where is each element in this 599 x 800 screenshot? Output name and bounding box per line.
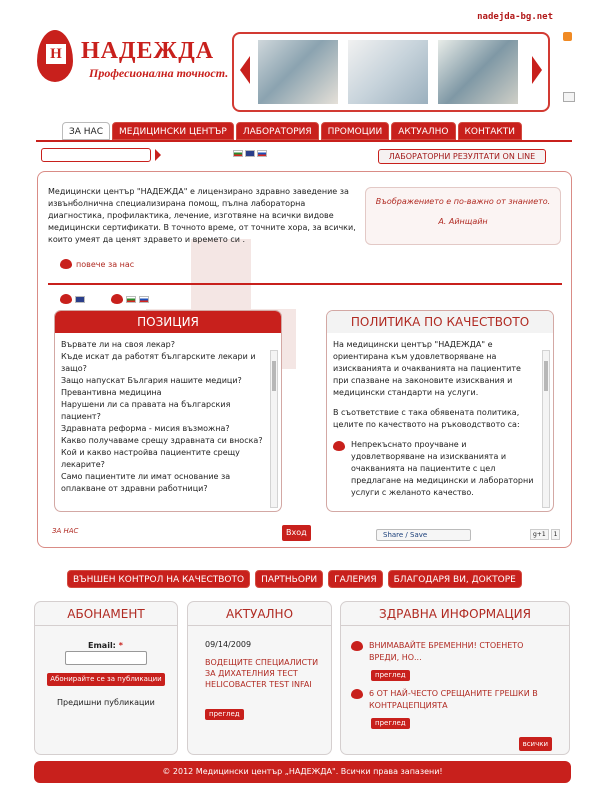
drop-icon bbox=[111, 294, 123, 304]
news-date: 09/14/2009 bbox=[205, 640, 252, 649]
position-scrollbar[interactable] bbox=[270, 350, 278, 508]
subscribe-button[interactable]: Абонирайте се за публикации bbox=[47, 673, 165, 686]
tab-medical-center[interactable]: МЕДИЦИНСКИ ЦЕНТЪР bbox=[112, 122, 234, 140]
drop-icon bbox=[60, 259, 72, 269]
carousel-photo[interactable] bbox=[348, 40, 428, 104]
email-label: Email: * bbox=[88, 641, 123, 650]
search-go-icon[interactable] bbox=[155, 149, 161, 161]
main-content bbox=[37, 171, 572, 548]
email-field[interactable] bbox=[65, 651, 147, 665]
tab-contacts[interactable]: КОНТАКТИ bbox=[458, 122, 523, 140]
health-view-button[interactable]: преглед bbox=[371, 670, 410, 681]
share-button[interactable]: Share / Save bbox=[376, 529, 471, 541]
list-item[interactable]: Нарушени ли са правата на българския пациент? bbox=[61, 400, 231, 421]
search-input[interactable] bbox=[41, 148, 151, 162]
list-item[interactable]: Къде искат да работят българските лекари и защо? bbox=[61, 352, 256, 373]
previous-publications-link[interactable]: Предишни публикации bbox=[57, 698, 155, 707]
logo[interactable] bbox=[37, 24, 237, 94]
tab-promotions[interactable]: ПРОМОЦИИ bbox=[321, 122, 390, 140]
flag-ru-icon[interactable] bbox=[139, 296, 149, 303]
all-health-button[interactable]: всички bbox=[519, 737, 552, 751]
tab-partners[interactable]: ПАРТНЬОРИ bbox=[255, 570, 323, 588]
gplus-widget[interactable] bbox=[530, 529, 560, 540]
top-nav bbox=[62, 122, 522, 140]
flag-en-icon[interactable] bbox=[75, 296, 85, 303]
flag-en-icon[interactable] bbox=[245, 150, 255, 157]
photo-carousel bbox=[232, 32, 550, 112]
health-info-box bbox=[340, 601, 570, 755]
rss-icon[interactable] bbox=[563, 32, 572, 41]
tab-thank-you-doctor[interactable]: БЛАГОДАРЯ ВИ, ДОКТОРЕ bbox=[388, 570, 522, 588]
panel-language-flags bbox=[60, 294, 149, 304]
drop-icon bbox=[351, 641, 363, 651]
position-panel bbox=[54, 310, 282, 512]
tab-laboratory[interactable]: ЛАБОРАТОРИЯ bbox=[236, 122, 319, 140]
section-divider bbox=[48, 283, 562, 285]
drop-icon bbox=[333, 441, 345, 451]
quality-text bbox=[333, 339, 537, 499]
more-about-link[interactable] bbox=[60, 259, 134, 269]
quality-bullet: Непрекъснато проучване и удовлетворяване на изискванията и очакванията на пациентите с цел предлагане на медицински и лабораторни услуги с желаното качество. bbox=[351, 440, 534, 497]
window-icon[interactable] bbox=[563, 92, 575, 102]
tab-about[interactable]: ЗА НАС bbox=[62, 122, 110, 140]
lab-results-button[interactable]: ЛАБОРАТОРНИ РЕЗУЛТАТИ ON LINE bbox=[378, 149, 546, 164]
news-headline[interactable]: ВОДЕЩИТЕ СПЕЦИАЛИСТИ ЗА ДИХАТЕЛНИЯ ТЕСТ HELICOBACTER TEST INFAI bbox=[205, 658, 319, 689]
list-item[interactable]: Само пациентите ли имат основание за оплакване от здравни работници? bbox=[61, 472, 231, 493]
subscription-title: АБОНАМЕНТ bbox=[35, 602, 177, 626]
list-item[interactable]: Здравната реформа - мисия възможна? bbox=[61, 424, 230, 433]
list-item bbox=[333, 439, 537, 499]
quality-panel bbox=[326, 310, 554, 512]
carousel-prev-icon[interactable] bbox=[240, 56, 250, 84]
gplus-button[interactable]: g+1 bbox=[530, 529, 549, 540]
health-item-title[interactable]: 6 ОТ НАЙ-ЧЕСТО СРЕЩАНИТЕ ГРЕШКИ В КОНТРАЦЕПЦИЯТА bbox=[369, 689, 538, 710]
news-view-button[interactable]: преглед bbox=[205, 709, 244, 720]
flag-bg-icon[interactable] bbox=[233, 150, 243, 157]
carousel-photo[interactable] bbox=[258, 40, 338, 104]
quote-author: А. Айнщайн bbox=[438, 217, 488, 226]
bottom-nav bbox=[67, 570, 522, 588]
health-item-title[interactable]: ВНИМАВАЙТЕ БРЕМЕННИ! СТОЕНЕТО ВРЕДИ, НО... bbox=[369, 641, 524, 662]
gplus-count: 1 bbox=[551, 529, 561, 540]
site-domain[interactable]: nadejda-bg.net bbox=[477, 12, 553, 22]
logo-tagline: Професионална точност. bbox=[89, 66, 229, 80]
position-panel-title: ПОЗИЦИЯ bbox=[55, 311, 281, 333]
quote-text: Въображението е по-важно от знанието. bbox=[375, 197, 551, 206]
flag-bg-icon[interactable] bbox=[126, 296, 136, 303]
drop-icon bbox=[60, 294, 72, 304]
more-about-label: повече за нас bbox=[76, 259, 135, 269]
drop-icon bbox=[351, 689, 363, 699]
language-flags bbox=[233, 150, 267, 157]
quality-paragraph: В съответствие с така обявената политика, целите по качеството на ръководството са: bbox=[333, 408, 520, 429]
health-item bbox=[351, 640, 551, 681]
quality-scrollbar[interactable] bbox=[542, 350, 550, 508]
news-title: АКТУАЛНО bbox=[188, 602, 331, 626]
tab-news[interactable]: АКТУАЛНО bbox=[391, 122, 455, 140]
position-list bbox=[61, 339, 265, 495]
health-item bbox=[351, 688, 551, 729]
logo-drop-icon bbox=[37, 30, 73, 82]
list-item[interactable]: Защо напускат България нашите медици? bbox=[61, 376, 242, 385]
subscription-box bbox=[34, 601, 178, 755]
quality-paragraph: На медицински център "НАДЕЖДА" е ориентирана към удовлетворяване на изискванията и очакванията на пациентите при спазване на законовите изисквания и медицински стандарти на услуги. bbox=[333, 340, 521, 397]
quote-box bbox=[365, 187, 561, 245]
carousel-next-icon[interactable] bbox=[532, 56, 542, 84]
logo-name: НАДЕЖДА bbox=[81, 38, 215, 64]
tab-gallery[interactable]: ГАЛЕРИЯ bbox=[328, 570, 383, 588]
list-item[interactable]: Кой и какво настройва пациентите срещу лекарите? bbox=[61, 448, 240, 469]
flag-ru-icon[interactable] bbox=[257, 150, 267, 157]
health-view-button[interactable]: преглед bbox=[371, 718, 410, 729]
list-item[interactable]: Превантивна медицина bbox=[61, 388, 162, 397]
about-footer-link[interactable]: ЗА НАС bbox=[52, 527, 79, 535]
login-button[interactable]: Вход bbox=[282, 525, 311, 541]
carousel-photo[interactable] bbox=[438, 40, 518, 104]
quality-panel-title: ПОЛИТИКА ПО КАЧЕСТВОТО bbox=[327, 311, 553, 333]
intro-text: Медицински център "НАДЕЖДА" е лицензирано здравно заведение за извънболнична специализирана помощ, пълна лабораторна диагностика, профилактика, лечение, изготвяне на всички видове медицински сертификати. В точното време, от точните хора, за всички, които умеят да ценят здравето и времето си . bbox=[48, 187, 356, 244]
required-mark: * bbox=[118, 641, 123, 650]
list-item[interactable]: Какво получаваме срещу здравната си вноска? bbox=[61, 436, 263, 445]
site-footer: © 2012 Медицински център „НАДЕЖДА". Всички права запазени! bbox=[34, 761, 571, 783]
health-info-title: ЗДРАВНА ИНФОРМАЦИЯ bbox=[341, 602, 569, 626]
logo-letter: Н bbox=[50, 46, 62, 62]
tab-external-quality[interactable]: ВЪНШЕН КОНТРОЛ НА КАЧЕСТВОТО bbox=[67, 570, 250, 588]
news-box bbox=[187, 601, 332, 755]
nav-divider bbox=[36, 140, 572, 142]
list-item[interactable]: Вървате ли на своя лекар? bbox=[61, 340, 175, 349]
